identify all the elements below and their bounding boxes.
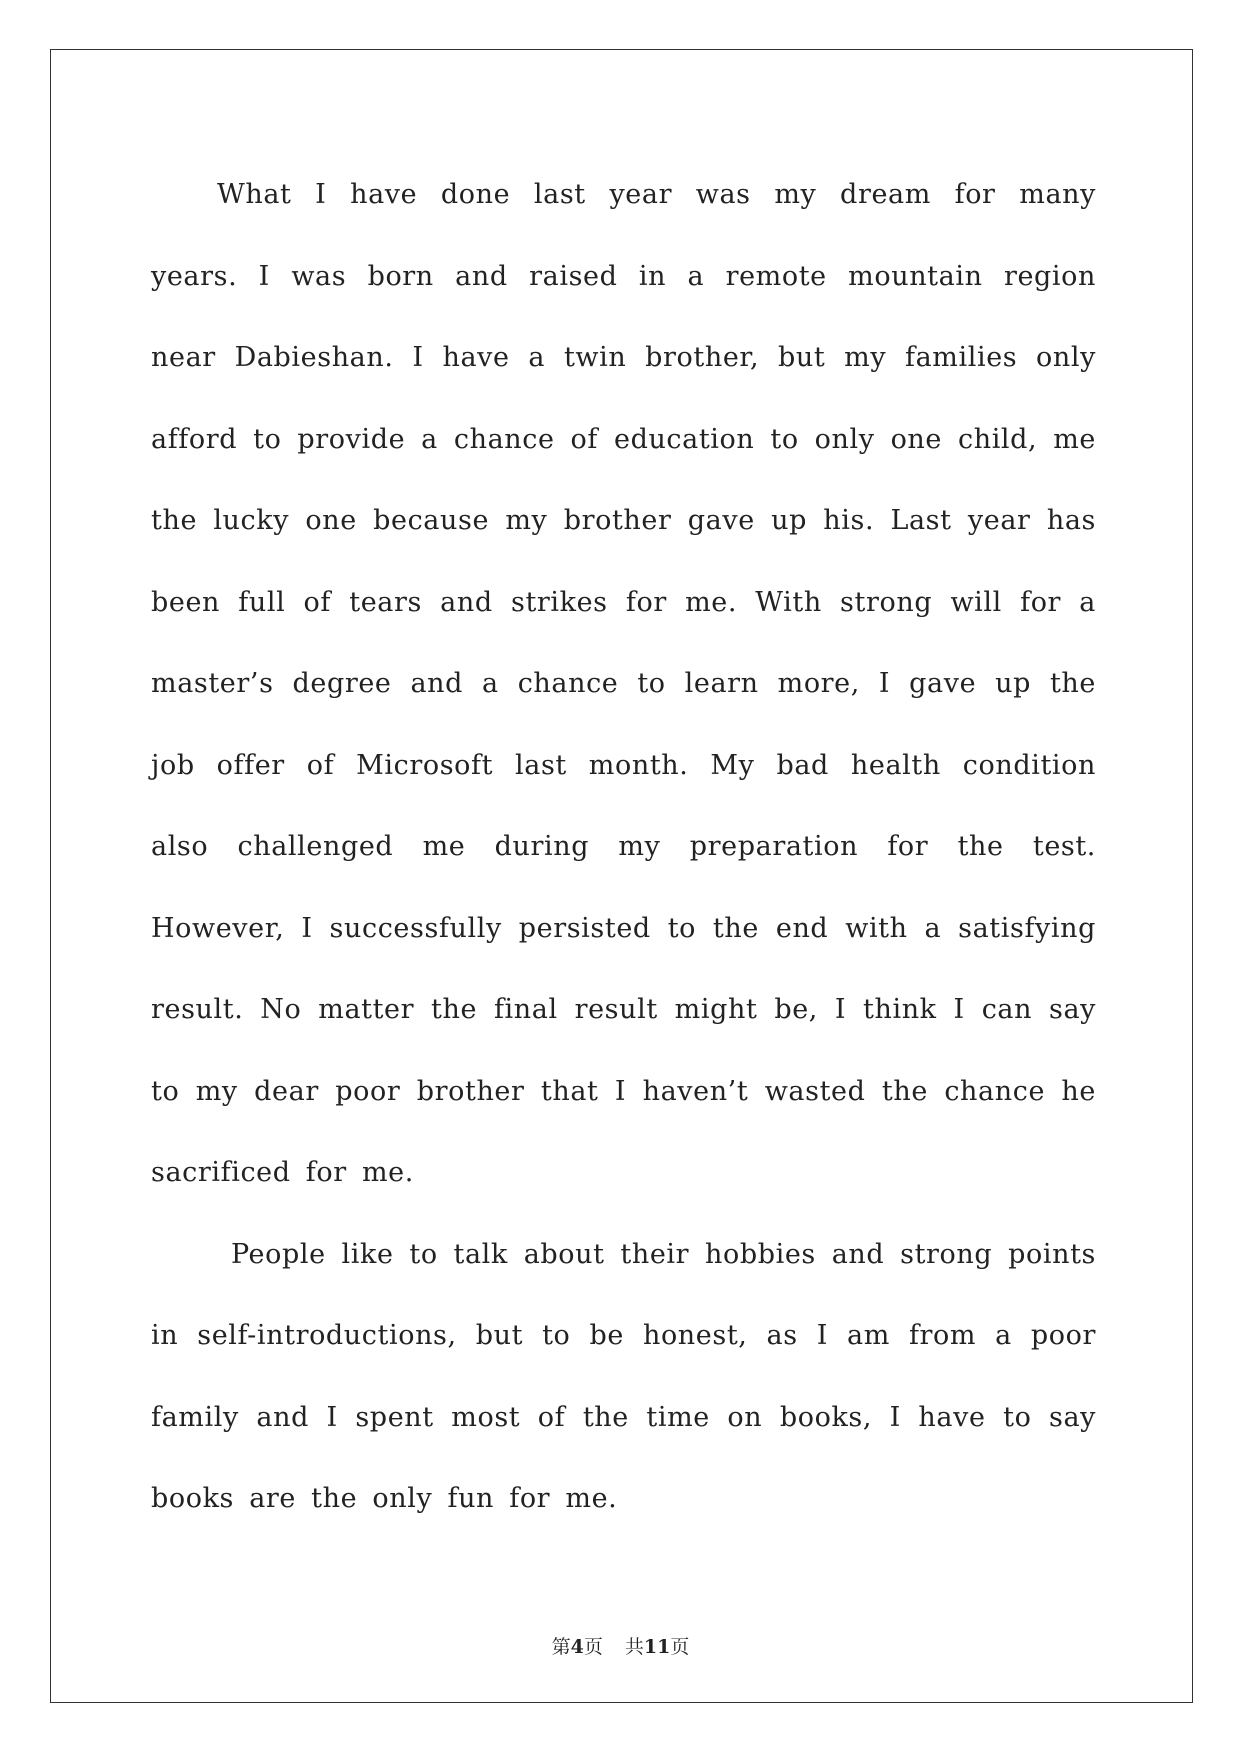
- document-body: [151, 154, 1096, 1540]
- page-footer: [0, 1632, 1241, 1659]
- paragraph-2: People like to talk about their hobbies and strong points in self-introductions, but to be honest, as I am from a poor family and I spent most of the time on books, I have to say books are the only fun for me.: [151, 1238, 1096, 1514]
- page-suffix: 页: [583, 1636, 603, 1658]
- page-number: 4: [570, 1636, 584, 1658]
- paragraph-1: What I have done last year was my dream for many years. I was born and raised in a remote mountain region near Dabieshan. I have a twin brother, but my families only afford to provide a chance of education to only one child, me the lucky one because my brother gave up his. Last year has been full of tears and strikes for me. With strong will for a master’s degree and a chance to learn more, I gave up the job offer of Microsoft last month. My bad health condition also challenged me during my preparation for the test. However, I successfully persisted to the end with a satisfying result. No matter the final result might be, I think I can say to my dear poor brother that I haven’t wasted the chance he sacrificed for me.: [151, 179, 1096, 1188]
- total-pages: 11: [643, 1636, 671, 1658]
- page-prefix: 第: [551, 1636, 571, 1658]
- total-prefix: 共: [624, 1636, 644, 1658]
- total-suffix: 页: [670, 1636, 690, 1658]
